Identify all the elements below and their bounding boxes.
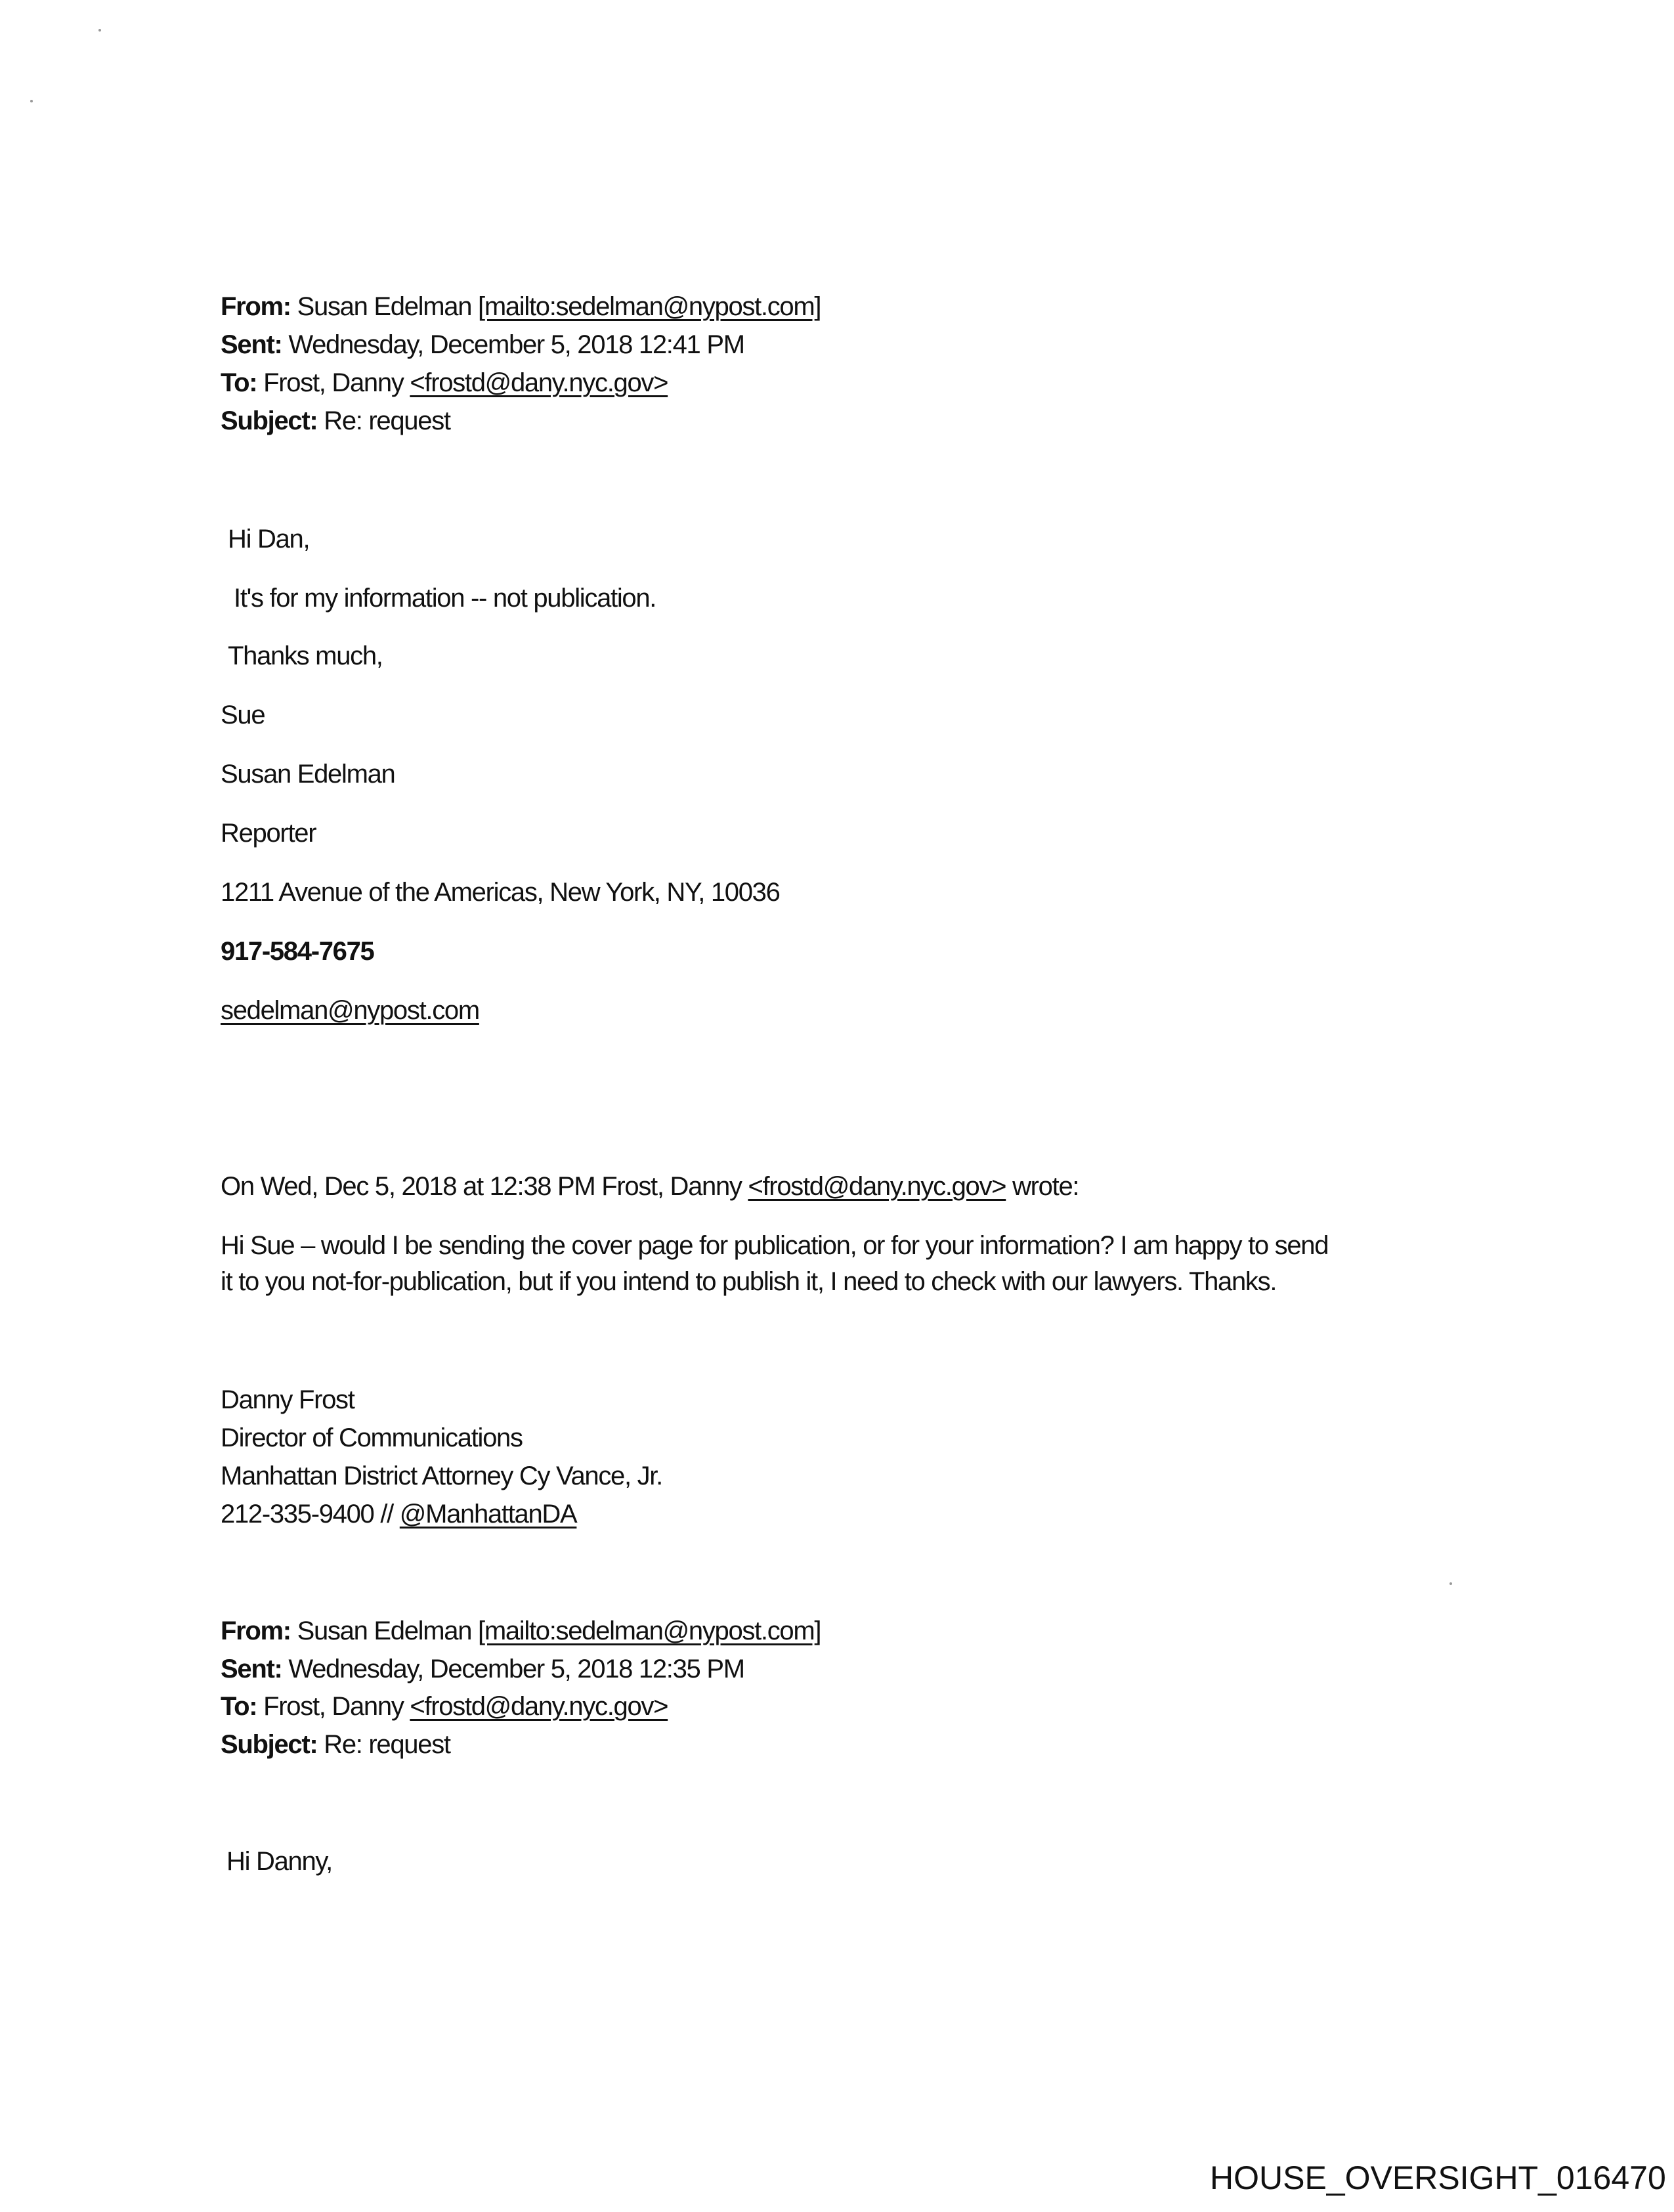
scan-speck (1449, 1582, 1452, 1585)
from-label: From: (221, 1616, 291, 1645)
email-to-line (221, 367, 668, 399)
quote-signature-name: Danny Frost (221, 1385, 354, 1414)
to-label: To: (221, 1692, 257, 1721)
signature-title: Reporter (221, 819, 316, 848)
subject-label: Subject: (221, 406, 318, 435)
signature-address: 1211 Avenue of the Americas, New York, NY, 10036 (221, 878, 780, 907)
quote-body-line-1: Hi Sue – would I be sending the cover page for publication, or for your information? I am happy to send (221, 1231, 1329, 1260)
greeting: Hi Danny, (226, 1847, 332, 1876)
email-subject-line (221, 405, 450, 437)
quote-intro-text: On Wed, Dec 5, 2018 at 12:38 PM Frost, Danny (221, 1172, 742, 1201)
bates-number: HOUSE_OVERSIGHT_016470 (1210, 2159, 1666, 2196)
sent-label: Sent: (221, 1655, 282, 1683)
subject-label: Subject: (221, 1730, 318, 1759)
sent-value: Wednesday, December 5, 2018 12:41 PM (288, 330, 744, 359)
from-name: Susan Edelman (297, 292, 472, 321)
closing: Thanks much, (228, 641, 383, 670)
to-name: Frost, Danny (263, 1692, 404, 1721)
to-label: To: (221, 368, 257, 397)
quote-signature-phone: 212-335-9400 // (221, 1500, 393, 1529)
sign-off: Sue (221, 701, 265, 729)
to-email-link[interactable]: <frostd@dany.nyc.gov> (410, 368, 668, 397)
email-sent-line (221, 329, 744, 360)
email-sent-line (221, 1653, 744, 1685)
body-line: It's for my information -- not publication. (234, 584, 656, 613)
subject-value: Re: request (324, 1730, 450, 1759)
signature-email-link[interactable]: sedelman@nypost.com (221, 996, 479, 1025)
quote-email-link[interactable]: <frostd@dany.nyc.gov> (748, 1172, 1006, 1201)
from-mailto-link[interactable]: [mailto:sedelman@nypost.com] (478, 1616, 821, 1645)
scan-speck (30, 100, 33, 102)
scan-speck (98, 29, 101, 32)
email-to-line (221, 1691, 668, 1722)
quote-signature-title: Director of Communications (221, 1423, 523, 1452)
greeting: Hi Dan, (228, 525, 310, 553)
to-name: Frost, Danny (263, 368, 404, 397)
quote-signature-contact (221, 1498, 576, 1530)
to-email-link[interactable]: <frostd@dany.nyc.gov> (410, 1692, 668, 1721)
quote-intro (221, 1171, 1079, 1202)
sent-value: Wednesday, December 5, 2018 12:35 PM (288, 1655, 744, 1683)
quote-body-line-2: it to you not-for-publication, but if you intend to publish it, I need to check with our lawyers. Thanks. (221, 1267, 1277, 1296)
from-name: Susan Edelman (297, 1616, 472, 1645)
email-from-line (221, 291, 821, 322)
email-subject-line (221, 1729, 450, 1760)
from-mailto-link[interactable]: [mailto:sedelman@nypost.com] (478, 292, 821, 321)
twitter-handle-link[interactable]: @ManhattanDA (399, 1500, 577, 1529)
from-label: From: (221, 292, 291, 321)
quote-intro-wrote: wrote: (1012, 1172, 1079, 1201)
signature-phone: 917-584-7675 (221, 937, 374, 966)
subject-value: Re: request (324, 406, 450, 435)
sent-label: Sent: (221, 330, 282, 359)
signature-name: Susan Edelman (221, 760, 395, 789)
email-from-line (221, 1615, 821, 1647)
quote-signature-org: Manhattan District Attorney Cy Vance, Jr. (221, 1462, 662, 1490)
